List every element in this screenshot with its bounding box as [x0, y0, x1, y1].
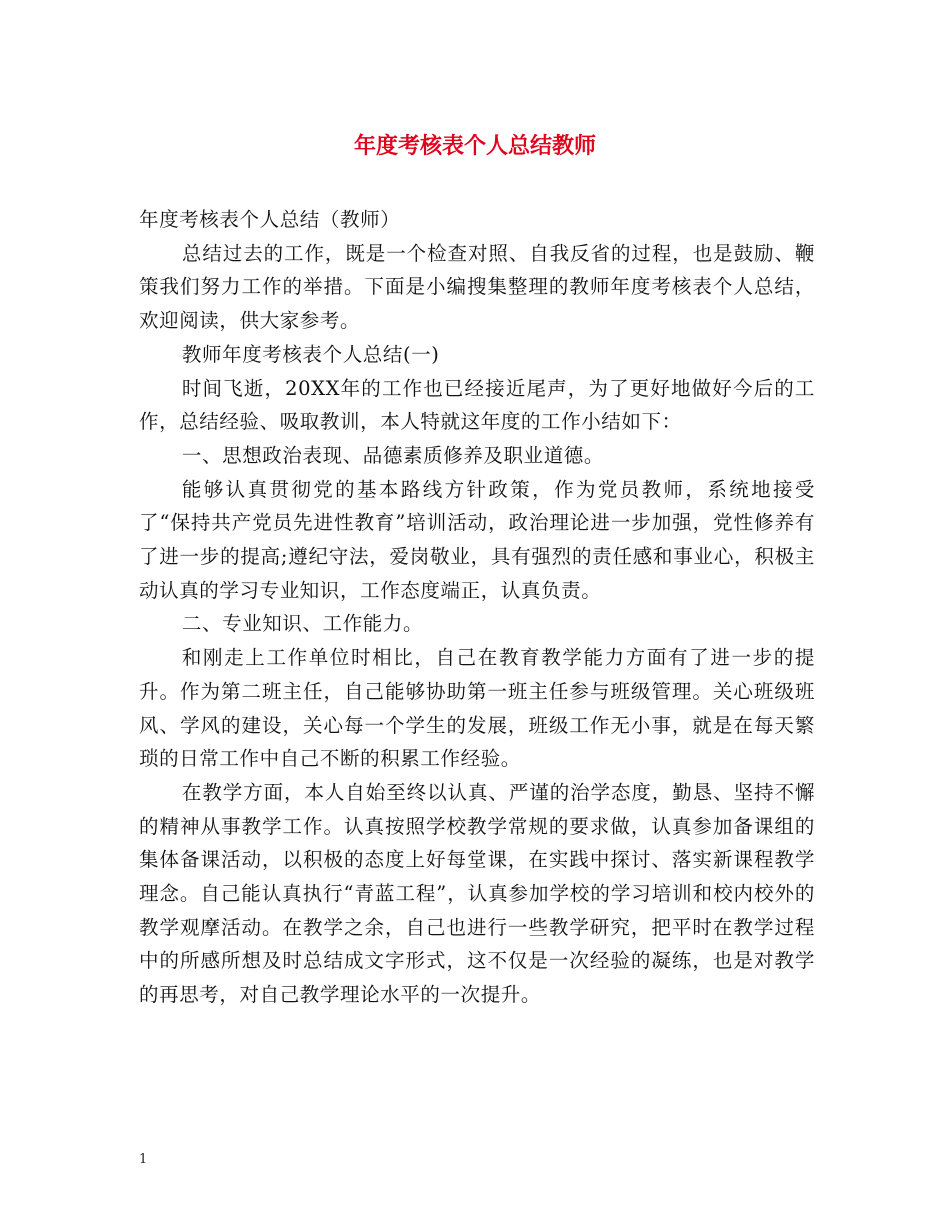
- paragraph-heading-two: 二、专业知识、工作能力。: [181, 612, 424, 636]
- document-title: 年度考核表个人总结教师: [353, 134, 596, 159]
- paragraph-intro: 总结过去的工作，既是一个检查对照、自我反省的过程，也是鼓励、鞭策我们努力工作的举措。下面是小编搜集整理的教师年度考核表个人总结，欢迎阅读，供大家参考。: [139, 241, 815, 333]
- paragraph-heading: 年度考核表个人总结（教师）: [139, 208, 401, 231]
- document-body: [139, 203, 815, 1012]
- paragraph-heading-one: 一、思想政治表现、品德素质修养及职业道德。: [181, 443, 604, 467]
- paragraph-section-title: 教师年度考核表个人总结(一): [181, 342, 440, 366]
- paragraph-political: 能够认真贯彻党的基本路线方针政策，作为党员教师，系统地接受了“保持共产党员先进性教育”培训活动，政治理论进一步加强，党性修养有了进一步的提高;遵纪守法，爱岗敬业，具有强烈的责任感和事业心，积极主动认真的学习专业知识，工作态度端正，认真负责。: [139, 477, 815, 602]
- paragraph-ability: 和刚走上工作单位时相比，自己在教育教学能力方面有了进一步的提升。作为第二班主任，自己能够协助第一班主任参与班级管理。关心班级班风、学风的建设，关心每一个学生的发展，班级工作无小事，就是在每天繁琐的日常工作中自己不断的积累工作经验。: [139, 646, 815, 771]
- paragraph-teaching: 在教学方面，本人自始至终以认真、严谨的治学态度，勤恳、坚持不懈的精神从事教学工作。认真按照学校教学常规的要求做，认真参加备课组的集体备课活动，以积极的态度上好每堂课，在实践中探讨、落实新课程教学理念。自己能认真执行“青蓝工程”，认真参加学校的学习培训和校内校外的教学观摩活动。在教学之余，自己也进行一些教学研究，把平时在教学过程中的所感所想及时总结成文字形式，这不仅是一次经验的凝练，也是对教学的再思考，对自己教学理论水平的一次提升。: [139, 780, 815, 1007]
- page-number: 1: [139, 1152, 148, 1167]
- paragraph-opening: 时间飞逝，20XX年的工作也已经接近尾声，为了更好地做好今后的工作，总结经验、吸取教训，本人特就这年度的工作小结如下：: [139, 376, 815, 434]
